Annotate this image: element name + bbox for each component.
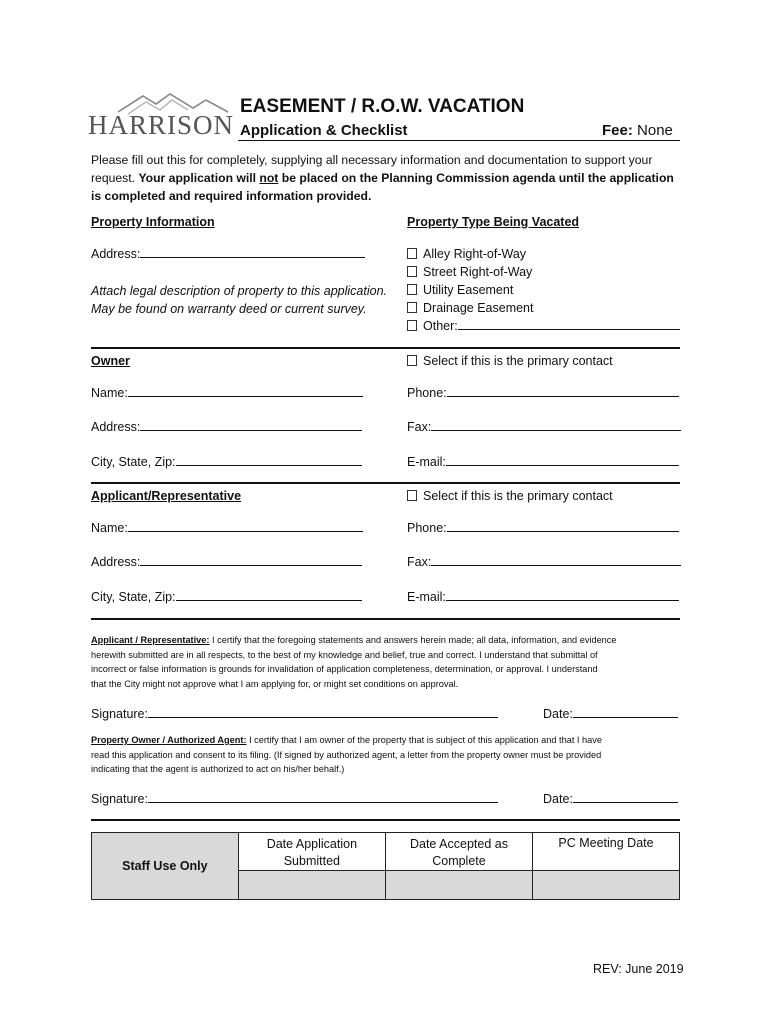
owner-phone-field[interactable]	[447, 384, 679, 397]
owner-city-row: City, State, Zip:	[91, 453, 362, 469]
applicant-name-row: Name:	[91, 519, 363, 535]
checkbox-icon[interactable]	[407, 284, 417, 295]
option-drainage[interactable]: Drainage Easement	[407, 299, 680, 317]
logo	[88, 90, 238, 142]
applicant-address-field[interactable]	[140, 553, 362, 566]
fee-value: None	[637, 122, 673, 139]
date-accepted-cell[interactable]	[385, 871, 532, 900]
checkbox-icon[interactable]	[407, 266, 417, 277]
applicant-date-row: Date:	[543, 705, 678, 721]
owner-heading: Owner	[91, 354, 130, 368]
applicant-phone-field[interactable]	[447, 519, 679, 532]
owner-email-row: E-mail:	[407, 453, 679, 469]
header-rule	[238, 140, 680, 141]
fee-label: Fee:	[602, 122, 633, 139]
applicant-name-field[interactable]	[128, 519, 363, 532]
owner-signature-row: Signature:	[91, 790, 498, 806]
option-other[interactable]: Other:	[407, 317, 680, 335]
applicant-fax-row: Fax:	[407, 553, 681, 569]
owner-name-field[interactable]	[128, 384, 363, 397]
applicant-date-field[interactable]	[573, 705, 678, 718]
applicant-email-row: E-mail:	[407, 588, 679, 604]
pc-meeting-date-cell[interactable]	[533, 871, 680, 900]
owner-primary-contact[interactable]: Select if this is the primary contact	[407, 354, 613, 368]
checkbox-icon[interactable]	[407, 490, 417, 501]
applicant-heading: Applicant/Representative	[91, 489, 242, 503]
applicant-signature-row: Signature:	[91, 705, 498, 721]
applicant-city-field[interactable]	[176, 588, 362, 601]
owner-city-field[interactable]	[176, 453, 362, 466]
owner-fax-field[interactable]	[431, 418, 681, 431]
checkbox-icon[interactable]	[407, 302, 417, 313]
applicant-address-row: Address:	[91, 553, 362, 569]
intro-line-2: request. Your application will not be placed on the Planning Commission agenda until the application	[91, 171, 674, 185]
col-pc-meeting-date: PC Meeting Date	[533, 833, 680, 871]
fee	[602, 122, 673, 139]
logo-text: HARRISON	[88, 110, 235, 140]
staff-use-table	[91, 832, 680, 900]
owner-address-field[interactable]	[140, 418, 362, 431]
applicant-fax-field[interactable]	[431, 553, 681, 566]
option-street[interactable]: Street Right-of-Way	[407, 263, 680, 281]
owner-email-field[interactable]	[446, 453, 679, 466]
divider	[91, 819, 680, 821]
owner-fax-row: Fax:	[407, 418, 681, 434]
checkbox-icon[interactable]	[407, 248, 417, 259]
other-field[interactable]	[458, 317, 680, 330]
property-heading: Property Information	[91, 215, 215, 229]
intro-line-1: Please fill out this for completely, supplying all necessary information and documentation to support your	[91, 153, 653, 167]
property-type-list	[407, 245, 680, 335]
col-date-accepted: Date Accepted as Complete	[385, 833, 532, 871]
intro-text	[91, 151, 691, 205]
revision-label: REV: June 2019	[593, 962, 684, 976]
applicant-primary-contact[interactable]: Select if this is the primary contact	[407, 489, 613, 503]
applicant-signature-field[interactable]	[148, 705, 498, 718]
page-title: EASEMENT / R.O.W. VACATION	[240, 96, 525, 117]
owner-signature-field[interactable]	[148, 790, 498, 803]
property-address-field[interactable]	[140, 245, 365, 258]
owner-certification: Property Owner / Authorized Agent: I certify that I am owner of the property that is subject of this application and that I have read this application and consent to its filing. (If signed by authorized agent, a letter from the property owner must be provided indicating that the agent is authorized to act on his/her behalf.)	[91, 735, 602, 775]
property-address-label: Address:	[91, 247, 141, 261]
col-date-submitted: Date Application Submitted	[238, 833, 385, 871]
divider	[91, 482, 680, 484]
owner-address-row: Address:	[91, 418, 362, 434]
staff-use-label-cell: Staff Use Only	[92, 833, 239, 900]
owner-date-field[interactable]	[573, 790, 678, 803]
owner-phone-row: Phone:	[407, 384, 679, 400]
applicant-city-row: City, State, Zip:	[91, 588, 362, 604]
date-submitted-cell[interactable]	[238, 871, 385, 900]
intro-line-3: is completed and required information provided.	[91, 189, 372, 203]
option-utility[interactable]: Utility Easement	[407, 281, 680, 299]
owner-date-row: Date:	[543, 790, 678, 806]
applicant-phone-row: Phone:	[407, 519, 679, 535]
property-address-row	[91, 245, 365, 261]
option-alley[interactable]: Alley Right-of-Way	[407, 245, 680, 263]
owner-name-row: Name:	[91, 384, 363, 400]
page-subtitle: Application & Checklist	[240, 122, 408, 139]
attach-note: Attach legal description of property to this application. May be found on warranty deed or current survey.	[91, 284, 388, 316]
applicant-email-field[interactable]	[446, 588, 679, 601]
checkbox-icon[interactable]	[407, 355, 417, 366]
checkbox-icon[interactable]	[407, 320, 417, 331]
divider	[91, 347, 680, 349]
divider	[91, 618, 680, 620]
applicant-certification: Applicant / Representative: I certify that the foregoing statements and answers herein made; all data, information, and evidence herewith submitted are in all respects, to the best of my knowledge and belief, true and correct. I understand that submittal of incorrect or false information is grounds for invalidation of application completeness, determination, or approval. I understand that the City might not approve what I am applying for, or might set conditions on approval.	[91, 635, 617, 689]
property-type-heading: Property Type Being Vacated	[407, 215, 580, 229]
